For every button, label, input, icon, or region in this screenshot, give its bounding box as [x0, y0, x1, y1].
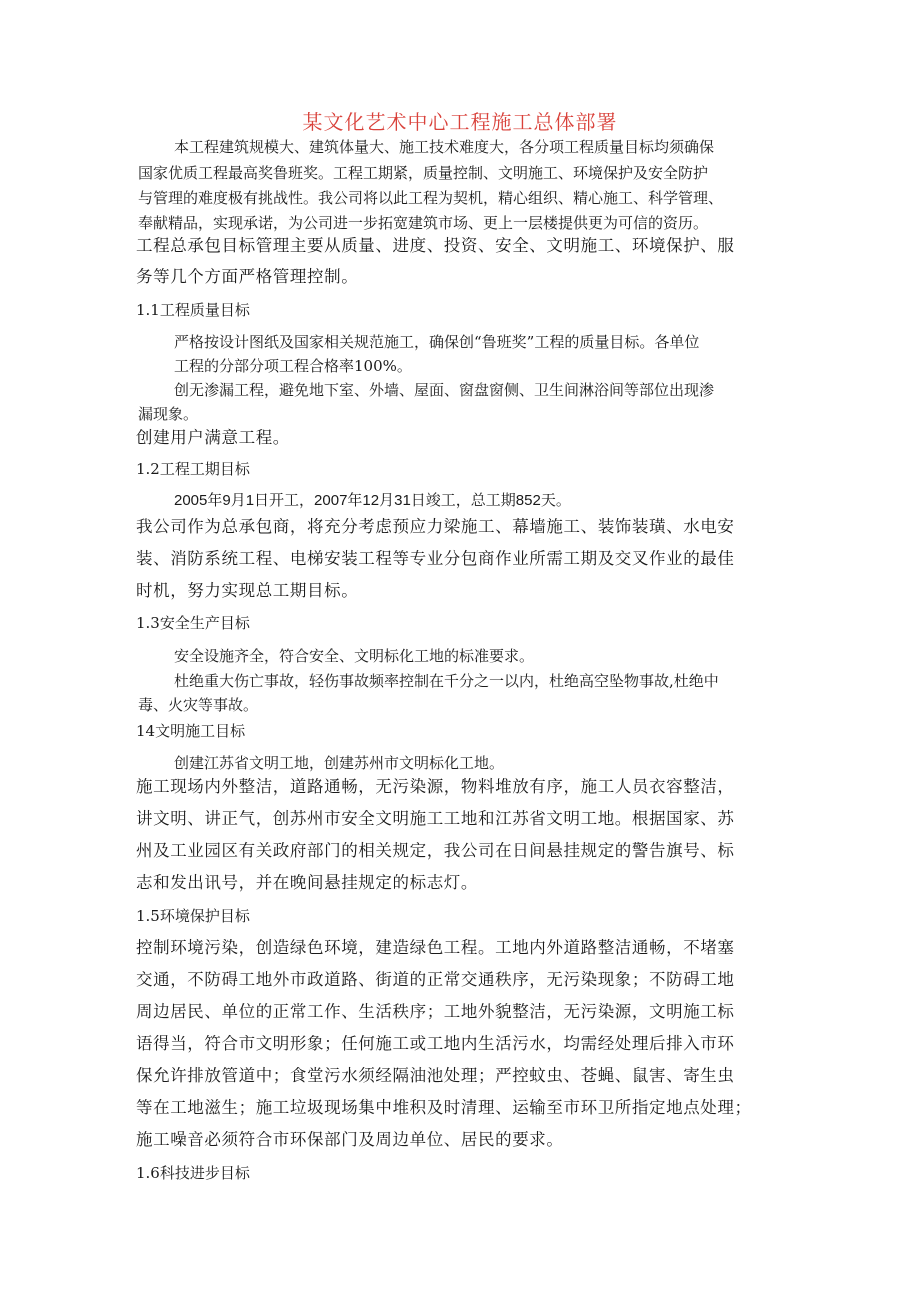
section-line: 严格按设计图纸及国家相关规范施工，确保创“鲁班奖”工程的质量目标。各单位 [174, 333, 700, 351]
section-line: 讲文明、讲正气，创苏州市安全文明施工工地和江苏省文明工地。根据国家、苏 [136, 809, 735, 828]
section-line: 创建用户满意工程。 [136, 428, 290, 447]
section-line: 志和发出讯号，并在晚间悬挂规定的标志灯。 [136, 873, 478, 892]
section-heading: 1.3安全生产目标 [136, 614, 250, 632]
section-heading: 1.1工程质量目标 [136, 301, 250, 319]
section-line: 交通，不防碍工地外市政道路、街道的正常交通秩序，无污染现象；不防碍工地 [136, 970, 735, 989]
section-line: 周边居民、单位的正常工作、生活秩序；工地外貌整洁，无污染源，文明施工标 [136, 1002, 735, 1021]
section-heading: 1.2工程工期目标 [136, 460, 250, 478]
section-line: 毒、火灾等事故。 [138, 696, 259, 714]
section-line: 创无渗漏工程，避免地下室、外墙、屋面、窗盘窗侧、卫生间淋浴间等部位出现渗 [174, 381, 715, 399]
overview-line: 工程总承包目标管理主要从质量、进度、投资、安全、文明施工、环境保护、服 [136, 236, 735, 255]
intro-line: 与管理的难度极有挑战性。我公司将以此工程为契机，精心组织、精心施工、科学管理、 [138, 189, 724, 207]
section-line: 控制环境污染，创造绿色环境，建造绿色工程。工地内外道路整洁通畅，不堵塞 [136, 938, 735, 957]
section-line: 我公司作为总承包商，将充分考虑预应力梁施工、幕墙施工、装饰装璜、水电安 [136, 517, 735, 536]
section-line: 工程的分部分项工程合格率100%。 [174, 357, 412, 375]
intro-line: 奉献精品，实现承诺，为公司进一步拓宽建筑市场、更上一层楼提供更为可信的资历。 [138, 214, 709, 232]
section-line: 等在工地滋生；施工垃圾现场集中堆积及时清理、运输至市环卫所指定地点处理； [136, 1098, 752, 1117]
section-line: 保允许排放管道中；食堂污水须经隔油池处理；严控蚊虫、苍蝇、鼠害、寄生虫 [136, 1066, 735, 1085]
overview-line: 务等几个方面严格管理控制。 [136, 267, 359, 286]
section-line: 2005年9月1日开工，2007年12月31日竣工，总工期852天。 [174, 492, 571, 509]
section-line: 时机，努力实现总工期目标。 [136, 581, 359, 600]
section-heading: 1.5环境保护目标 [136, 907, 250, 925]
section-line: 语得当，符合市文明形象；任何施工或工地内生活污水，均需经处理后排入市环 [136, 1034, 735, 1053]
section-line: 装、消防系统工程、电梯安装工程等专业分包商作业所需工期及交叉作业的最佳 [136, 549, 735, 568]
intro-line: 本工程建筑规模大、建筑体量大、施工技术难度大，各分项工程质量目标均须确保 [174, 138, 715, 156]
intro-line: 国家优质工程最高奖鲁班奖。工程工期紧，质量控制、文明施工、环境保护及安全防护 [138, 164, 709, 182]
section-line: 施工噪音必须符合市环保部门及周边单位、居民的要求。 [136, 1130, 564, 1149]
section-line: 州及工业园区有关政府部门的相关规定，我公司在日间悬挂规定的警告旗号、标 [136, 841, 735, 860]
section-line: 施工现场内外整洁，道路通畅，无污染源，物料堆放有序，施工人员衣容整洁， [136, 777, 735, 796]
section-heading: 1.6科技进步目标 [136, 1164, 250, 1182]
section-line: 杜绝重大伤亡事故，轻伤事故频率控制在千分之一以内，杜绝高空坠物事故,杜绝中 [174, 672, 719, 690]
section-line: 创建江苏省文明工地，创建苏州市文明标化工地。 [174, 754, 505, 772]
section-line: 安全设施齐全，符合安全、文明标化工地的标准要求。 [174, 647, 535, 665]
section-heading: 14文明施工目标 [136, 722, 246, 740]
section-line: 漏现象。 [138, 405, 199, 423]
document-title: 某文化艺术中心工程施工总体部署 [302, 110, 618, 134]
